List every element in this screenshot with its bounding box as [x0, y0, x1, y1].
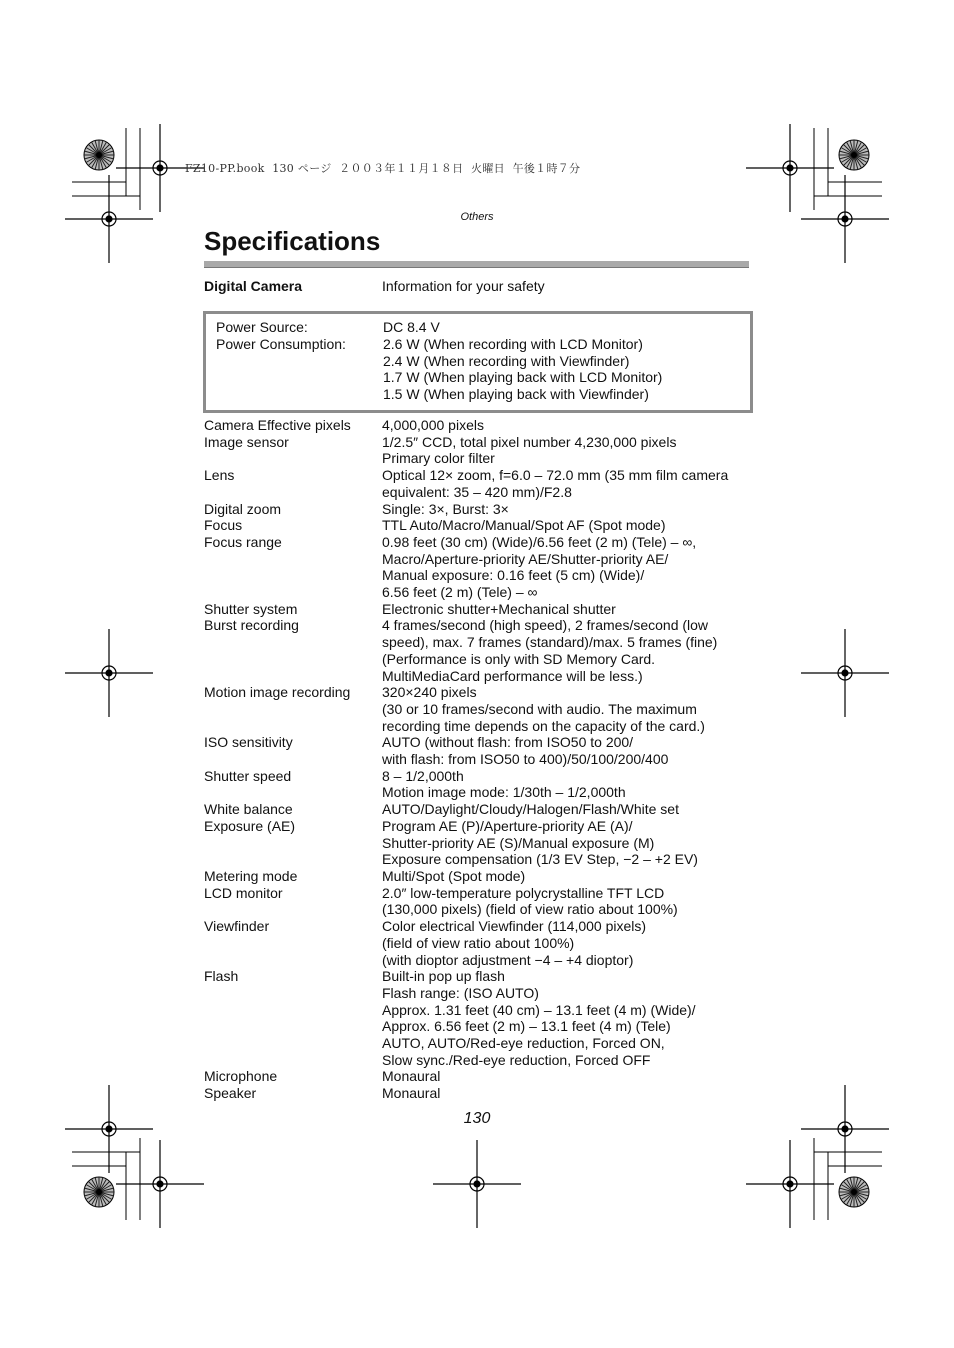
registration-wheel-icon	[84, 140, 114, 170]
spec-value: 8 – 1/2,000th Motion image mode: 1/30th – 1/2,000th	[382, 767, 626, 801]
registration-wheel-icon	[839, 1177, 869, 1207]
spec-value: Optical 12× zoom, f=6.0 – 72.0 mm (35 mm film camera equivalent: 35 – 420 mm)/F2.8	[382, 467, 729, 500]
spec-label: Flash	[204, 968, 239, 985]
spec-value: Program AE (P)/Aperture-priority AE (A)/ Shutter-priority AE (S)/Manual exposure (M) Exposure compensation (1/3 EV Step, −2 – +2 EV)	[382, 817, 698, 868]
intro-label: Digital Camera	[204, 278, 303, 294]
spec-label: Motion image recording	[204, 684, 351, 701]
spec-value: Monaural	[382, 1068, 441, 1085]
spec-label: Digital zoom	[204, 500, 282, 517]
spec-value: AUTO (without flash: from ISO50 to 200/ with flash: from ISO50 to 400)/50/100/200/400	[382, 734, 669, 768]
spec-row	[204, 1085, 764, 1102]
power-consumption-label: Power Consumption:	[216, 336, 346, 352]
power-consumption-value: 1.7 W (When playing back with LCD Monitor)	[383, 369, 663, 385]
spec-label: Focus range	[204, 533, 282, 550]
spec-value: Built-in pop up flash Flash range: (ISO AUTO) Approx. 1.31 feet (40 cm) – 13.1 feet (4 m) (Wide)/ Approx. 6.56 feet (2 m) – 13.1 feet (4 m) (Tele) AUTO, AUTO/Red-eye reduction, Forced ON, Slow sync./Red-eye reduction, Forced OFF	[382, 968, 696, 1068]
spec-label: LCD monitor	[204, 884, 283, 901]
page-number: 130	[463, 1110, 491, 1127]
spec-value: Single: 3×, Burst: 3×	[382, 500, 509, 517]
section-label: Others	[460, 211, 494, 223]
power-consumption-value: 1.5 W (When playing back with Viewfinder)	[383, 386, 649, 402]
spec-row	[204, 501, 764, 518]
spec-label: Microphone	[204, 1068, 278, 1085]
spec-row	[204, 434, 764, 467]
registration-target-icon	[116, 1140, 204, 1228]
spec-row	[204, 467, 764, 500]
spec-value: 4,000,000 pixels	[382, 417, 484, 433]
spec-label: Exposure (AE)	[204, 817, 296, 834]
spec-row	[204, 534, 764, 601]
spec-row	[204, 768, 764, 801]
spec-label: Lens	[204, 467, 235, 484]
spec-label: ISO sensitivity	[204, 734, 293, 751]
spec-value: 4 frames/second (high speed), 2 frames/second (low speed), max. 7 frames (standard)/max. 5 frames (fine) (Performance is only with SD Memory Card. MultiMediaCard performance will be less.)	[382, 617, 718, 684]
spec-value: 1/2.5″ CCD, total pixel number 4,230,000 pixels Primary color filter	[382, 433, 677, 467]
registration-wheel-icon	[839, 140, 869, 170]
spec-label: Viewfinder	[204, 918, 270, 935]
spec-label: Metering mode	[204, 867, 298, 884]
spec-list	[204, 417, 764, 1102]
registration-target-icon	[65, 629, 153, 717]
spec-value: Color electrical Viewfinder (114,000 pixels) (field of view ratio about 100%) (with dioptor adjustment −4 – +4 dioptor)	[382, 918, 647, 968]
page-title: Specifications	[204, 226, 381, 256]
spec-row	[204, 885, 764, 918]
spec-row	[204, 684, 764, 734]
spec-row	[204, 818, 764, 868]
spec-value: Electronic shutter+Mechanical shutter	[382, 600, 616, 617]
registration-target-icon	[433, 1140, 521, 1228]
title-rule	[204, 261, 749, 268]
power-box	[203, 311, 753, 413]
spec-value: 2.0″ low-temperature polycrystalline TFT LCD (130,000 pixels) (field of view ratio about 100%)	[382, 884, 678, 918]
spec-label: Focus	[204, 517, 243, 534]
spec-label: White balance	[204, 801, 293, 818]
spec-row	[204, 517, 764, 534]
spec-label: Burst recording	[204, 617, 299, 634]
power-source-label: Power Source:	[216, 319, 308, 335]
spec-label: Camera Effective pixels	[204, 417, 351, 433]
registration-target-icon	[746, 124, 834, 212]
power-source-value: DC 8.4 V	[383, 319, 440, 335]
registration-target-icon	[746, 1140, 834, 1228]
registration-target-icon	[801, 629, 889, 717]
power-consumption-value: 2.6 W (When recording with LCD Monitor)	[383, 336, 643, 352]
spec-value: TTL Auto/Macro/Manual/Spot AF (Spot mode)	[382, 517, 666, 534]
spec-row	[204, 968, 764, 1068]
spec-value: AUTO/Daylight/Cloudy/Halogen/Flash/White set	[382, 801, 679, 818]
spec-row	[204, 617, 764, 684]
spec-row	[204, 417, 764, 434]
spec-label: Image sensor	[204, 433, 289, 450]
spec-value: 0.98 feet (30 cm) (Wide)/6.56 feet (2 m) (Tele) – ∞, Macro/Aperture-priority AE/Shutter-priority AE/ Manual exposure: 0.16 feet (5 cm) (Wide)/ 6.56 feet (2 m) (Tele) – ∞	[382, 533, 697, 601]
spec-row	[204, 868, 764, 885]
spec-value: 320×240 pixels (30 or 10 frames/second with audio. The maximum recording time depends on the capacity of the card.)	[382, 684, 705, 734]
power-consumption-value: 2.4 W (When recording with Viewfinder)	[383, 352, 630, 369]
spec-row	[204, 601, 764, 618]
spec-label: Speaker	[204, 1085, 257, 1102]
running-head: FZ10-PP.book 130 ページ ２００３年１１月１８日 火曜日 午後１時７分	[185, 162, 581, 175]
spec-row	[204, 1068, 764, 1085]
registration-wheel-icon	[84, 1177, 114, 1207]
spec-row	[204, 918, 764, 968]
spec-label: Shutter speed	[204, 767, 292, 784]
intro-text: Information for your safety	[382, 278, 545, 294]
spec-label: Shutter system	[204, 600, 298, 617]
spec-row	[204, 734, 764, 767]
spec-row	[204, 801, 764, 818]
spec-value: Monaural	[382, 1085, 441, 1102]
spec-value: Multi/Spot (Spot mode)	[382, 867, 526, 884]
